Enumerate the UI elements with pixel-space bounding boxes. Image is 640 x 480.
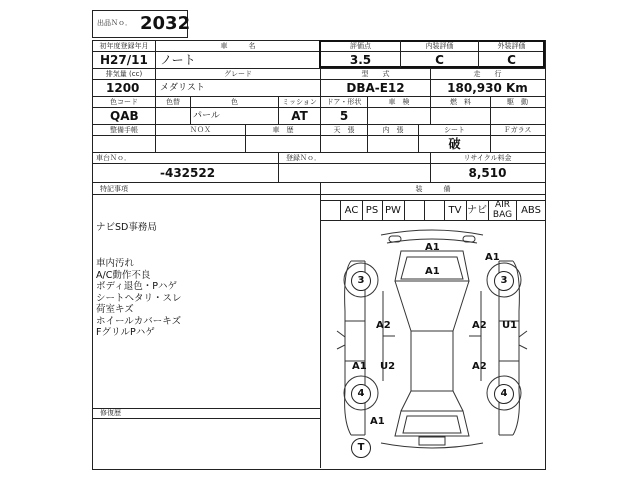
exterior-grade: C	[507, 53, 516, 67]
car-name: ノート	[160, 53, 196, 67]
remark-item: 車内汚れ	[96, 258, 135, 269]
damage-left-rear-quarter: A1	[352, 361, 367, 372]
drive-label: 駆 動	[507, 98, 528, 106]
wheel-front-right: 3	[494, 271, 514, 291]
chassis-label: 車台Ｎｏ．	[96, 154, 131, 162]
equip-ac: AC	[344, 205, 359, 216]
displacement-value: 1200	[106, 81, 140, 95]
remark-item: シートヘタリ・スレ	[96, 292, 182, 304]
wheel-front-left: 3	[351, 271, 371, 291]
model-value: DBA-E12	[346, 81, 405, 95]
color-value: パール	[193, 111, 220, 121]
grade-label: グレード	[224, 70, 252, 78]
score-label: 評価点	[350, 42, 371, 50]
ceiling-label: 天 張	[333, 126, 355, 134]
remark-item: ボディ退色・Pハゲ	[96, 281, 177, 292]
recycle-value: 8,510	[468, 166, 507, 180]
year-label: 初年度登録年月	[99, 42, 149, 50]
damage-right-rear-door: A2	[472, 361, 487, 372]
remark-item: 荷室キズ	[96, 304, 134, 315]
colorcode-value: QAB	[110, 109, 139, 123]
car-damage-diagram	[321, 221, 544, 467]
damage-front-right: A1	[485, 252, 500, 263]
equip-pw: PW	[385, 205, 401, 216]
lot-number-box	[92, 10, 191, 38]
damage-rear-center: U2	[380, 361, 396, 372]
model-label: 型 式	[361, 70, 390, 78]
equip-tv: TV	[448, 205, 462, 216]
spare-tire: T	[351, 438, 371, 458]
remark-item: A/C動作不良	[96, 269, 151, 281]
mission-label: ミッション	[282, 98, 317, 106]
color-label: 色	[231, 98, 238, 106]
interior-trim-label: 内 張	[382, 126, 404, 134]
equip-airbag: AIR BAG	[492, 200, 513, 220]
remark-item: FグリルPハゲ	[96, 327, 155, 338]
inspection-label: 車 検	[388, 98, 410, 106]
colorcode-label: 色コード	[110, 98, 138, 106]
mileage-label: 走 行	[473, 70, 502, 78]
mission-value: AT	[291, 109, 308, 123]
damage-rear-bumper: A1	[370, 416, 385, 427]
equip-abs: ABS	[521, 205, 541, 216]
equip-navi: ナビ	[467, 205, 487, 216]
doors-label: ドア・形状	[326, 98, 362, 106]
seat-label: シート	[444, 126, 465, 134]
first-registration: H27/11	[100, 53, 148, 67]
lot-number: 2032	[140, 13, 191, 34]
notes-navi: ナビSD事務局	[96, 222, 157, 233]
wheel-rear-right: 4	[494, 384, 514, 404]
history-label: 車 歴	[272, 126, 294, 134]
manual-label: 整備手帳	[110, 126, 138, 134]
remarks-list	[96, 258, 182, 339]
glass-label: Ｆガラス	[503, 126, 532, 134]
damage-front-bumper: A1	[425, 242, 440, 253]
reg-label: 登録Ｎｏ．	[286, 154, 321, 162]
remark-item: ホイールカバーキズ	[96, 315, 182, 327]
mileage-value: 180,930 Km	[447, 81, 528, 95]
chassis-value: -432522	[160, 166, 216, 180]
lot-number-label: 出品Ｎｏ．	[97, 19, 132, 27]
notes-label: 特記事項	[100, 185, 128, 193]
damage-left-front-door: A2	[376, 320, 391, 331]
exterior-label: 外装評価	[497, 42, 526, 50]
doors-value: 5	[339, 109, 349, 123]
interior-grade: C	[435, 53, 444, 67]
nox-label: ＮＯＸ	[190, 126, 211, 134]
equipment-label: 装 備	[415, 185, 451, 193]
wheel-rear-left: 4	[351, 384, 371, 404]
score-value: 3.5	[349, 53, 372, 67]
recycle-label: リサイクル料金	[463, 154, 512, 162]
seat-value: 破	[448, 137, 461, 151]
name-label: 車 名	[220, 42, 256, 50]
colortype-label: 色替	[166, 98, 180, 106]
fuel-label: 燃 料	[450, 98, 471, 106]
grade-value: メダリスト	[160, 83, 205, 93]
damage-hood: A1	[425, 266, 440, 277]
equip-ps: PS	[365, 205, 379, 216]
repair-history-label: 修復歴	[100, 409, 121, 417]
displacement-label: 排気量 (cc)	[105, 70, 143, 78]
damage-right-front-door-u: U1	[502, 320, 518, 331]
damage-right-front-door: A2	[472, 320, 487, 331]
interior-label: 内装評価	[425, 42, 454, 50]
